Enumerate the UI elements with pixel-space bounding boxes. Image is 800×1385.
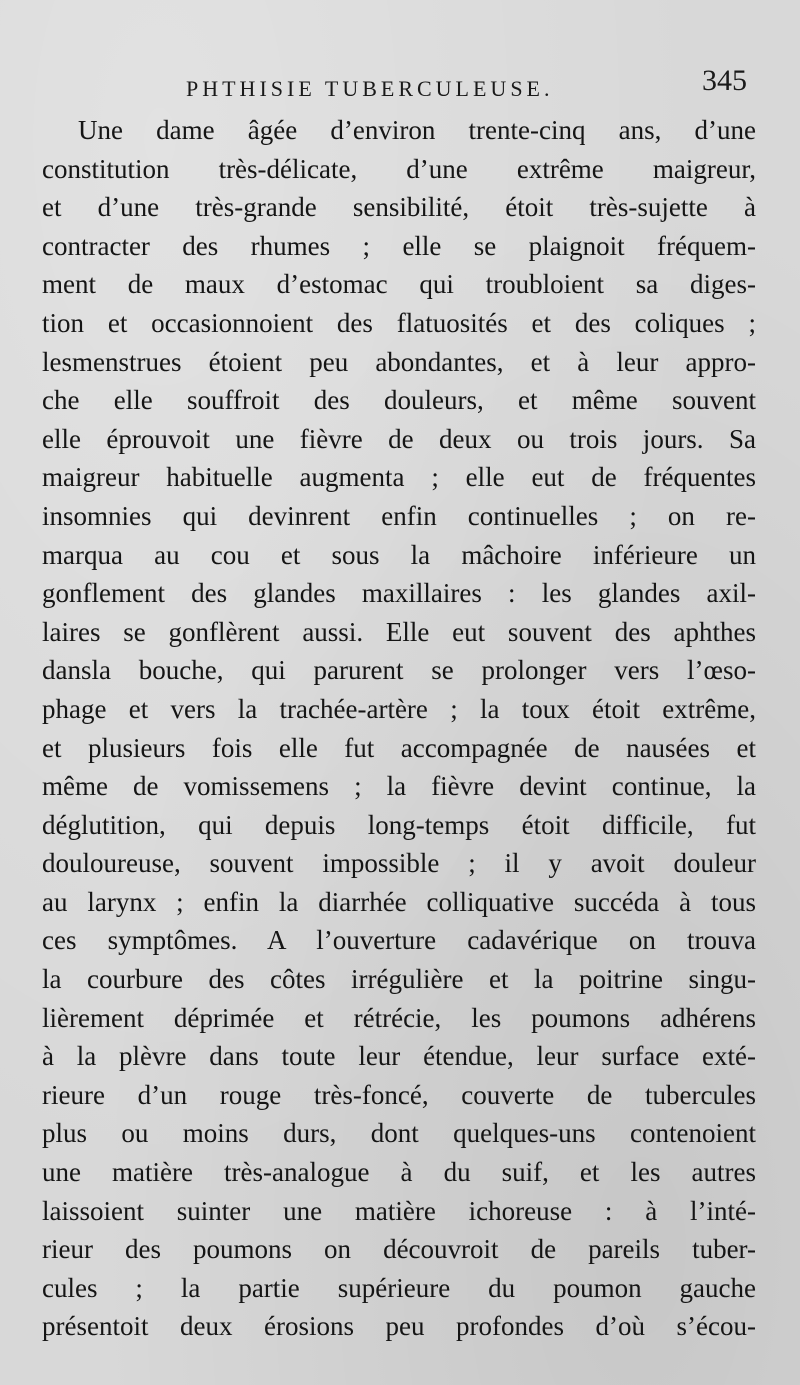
text-line: à la plèvre dans toute leur étendue, leur surface exté-: [42, 1041, 756, 1072]
text-line: constitution très-délicate, d’une extrême maigreur,: [42, 153, 756, 184]
text-line: même de vomissemens ; la fièvre devint continue, la: [42, 771, 756, 802]
text-line: elle éprouvoit une fièvre de deux ou trois jours. Sa: [42, 423, 756, 454]
text-line: ces symptômes. A l’ouverture cadavérique on trouva: [42, 925, 756, 956]
text-line: au larynx ; enfin la diarrhée colliquative succéda à tous: [42, 886, 756, 917]
text-line: rieure d’un rouge très-foncé, couverte de tubercules: [42, 1079, 756, 1110]
page-number: 345: [702, 64, 747, 97]
text-line: tion et occasionnoient des flatuosités et des coliques ;: [42, 307, 756, 338]
text-line: et d’une très-grande sensibilité, étoit très-sujette à: [42, 192, 756, 223]
text-line: phage et vers la trachée-artère ; la toux étoit extrême,: [42, 693, 756, 724]
text-line: Une dame âgée d’environ trente-cinq ans, d’une: [78, 115, 756, 145]
text-line: marqua au cou et sous la mâchoire inférieure un: [42, 539, 756, 570]
text-line: déglutition, qui depuis long-temps étoit difficile, fut: [42, 809, 756, 840]
text-line: laires se gonflèrent aussi. Elle eut souvent des aphthes: [42, 616, 756, 647]
text-line: la courbure des côtes irrégulière et la poitrine singu-: [42, 964, 756, 995]
text-line: insomnies qui devinrent enfin continuelles ; on re-: [42, 500, 756, 531]
text-line: une matière très-analogue à du suif, et les autres: [42, 1157, 756, 1188]
text-line: plus ou moins durs, dont quelques-uns contenoient: [42, 1118, 756, 1149]
text-line: rieur des poumons on découvroit de pareils tuber-: [42, 1234, 756, 1265]
text-line: maigreur habituelle augmenta ; elle eut de fréquentes: [42, 462, 756, 493]
text-line: cules ; la partie supérieure du poumon gauche: [42, 1272, 756, 1303]
text-line: laissoient suinter une matière ichoreuse : à l’inté-: [42, 1195, 756, 1226]
text-line: dansla bouche, qui parurent se prolonger vers l’œso-: [42, 655, 756, 686]
body-text: [42, 111, 756, 1346]
text-line: gonflement des glandes maxillaires : les glandes axil-: [42, 578, 756, 609]
text-line: lièrement déprimée et rétrécie, les poumons adhérens: [42, 1002, 756, 1033]
text-line: contracter des rhumes ; elle se plaignoit fréquem-: [42, 230, 756, 261]
page-header: [0, 62, 800, 102]
text-line: et plusieurs fois elle fut accompagnée de nausées et: [42, 732, 756, 763]
running-title: PHTHISIE TUBERCULEUSE.: [186, 76, 554, 101]
text-line: présentoit deux érosions peu profondes d’où s’écou-: [42, 1311, 756, 1342]
text-line: douloureuse, souvent impossible ; il y avoit douleur: [42, 848, 756, 879]
text-line: che elle souffroit des douleurs, et même souvent: [42, 385, 756, 416]
text-line: lesmenstrues étoient peu abondantes, et à leur appro-: [42, 346, 756, 377]
text-line: ment de maux d’estomac qui troubloient sa diges-: [42, 269, 756, 300]
